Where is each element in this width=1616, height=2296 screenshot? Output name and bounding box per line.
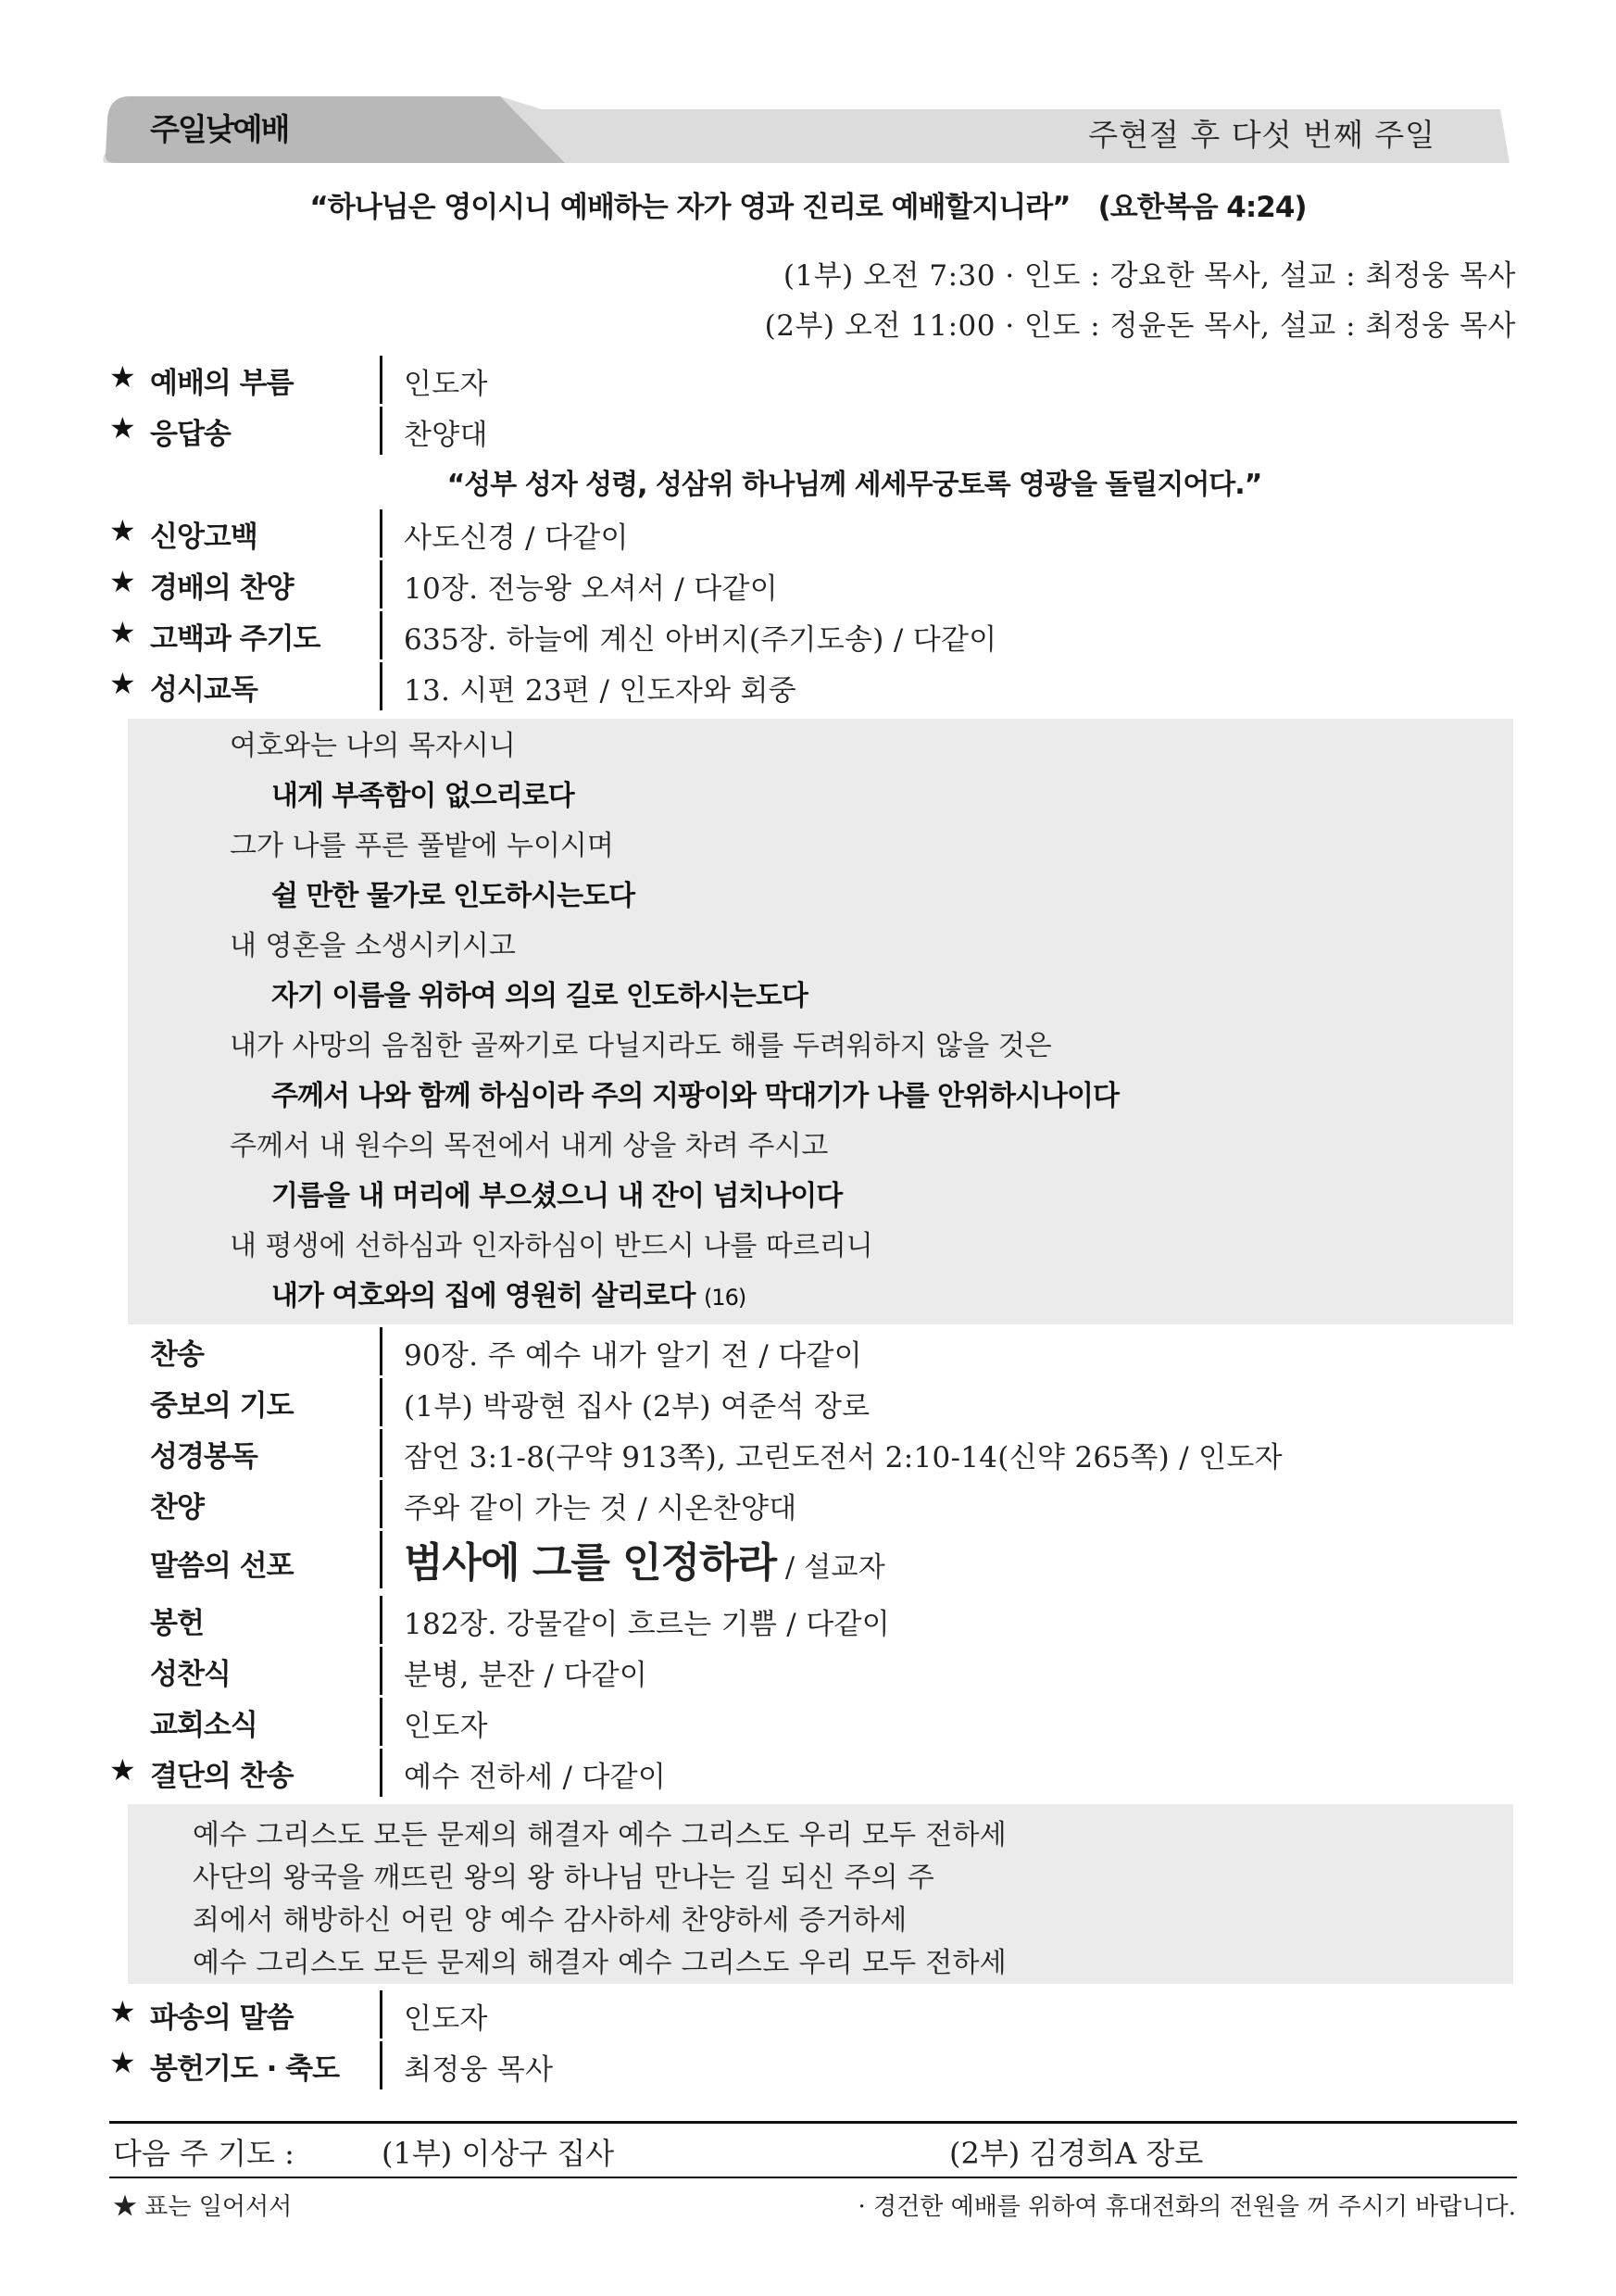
order-item-content: 10장. 전능왕 오셔서 / 다같이	[404, 572, 779, 606]
order-item	[109, 660, 1517, 710]
order-item-label: 중보의 기도	[150, 1389, 294, 1423]
reading-line-people: 기름을 내 머리에 부으셨으니 내 잔이 넘치나이다	[271, 1180, 843, 1212]
standing-note: ★ 표는 일어서서	[113, 2193, 293, 2221]
order-item-content: 예수 전하세 / 다같이	[404, 1761, 667, 1794]
order-item-label: 성경봉독	[150, 1440, 257, 1474]
order-item-content: 주와 같이 가는 것 / 시온찬양대	[404, 1492, 797, 1525]
order-item-label: 파송의 말씀	[150, 2001, 294, 2035]
order-item-content: 인도자	[404, 368, 488, 401]
next-week-prayer-first: (1부) 이상구 집사	[382, 2136, 615, 2171]
order-item-content: 사도신경 / 다같이	[404, 521, 629, 555]
reading-line-leader: 여호와는 나의 목자시니	[230, 730, 516, 762]
order-item	[109, 1696, 1517, 1746]
standing-star-icon: ★	[109, 2045, 136, 2080]
section-title: 주일낮예배	[150, 111, 289, 147]
hymn-line: 죄에서 해방하신 어린 양 예수 감사하세 찬양하세 증거하세	[193, 1904, 908, 1937]
reading-number: (16)	[703, 1285, 746, 1311]
reading-line-text: 내가 여호와의 집에 영원히 살리로다	[271, 1280, 695, 1312]
sermon-content	[404, 1529, 885, 1588]
order-item	[109, 1376, 1517, 1426]
reading-line-leader: 내 영혼을 소생시키시고	[230, 930, 516, 962]
divider	[380, 1647, 382, 1695]
order-item-content: 잠언 3:1-8(구약 913쪽), 고린도전서 2:10-14(신약 265쪽) / 인도자	[404, 1441, 1283, 1474]
order-item-label: 신앙고백	[150, 521, 257, 554]
liturgical-week: 주현절 후 다섯 번째 주일	[1088, 117, 1435, 153]
divider	[380, 407, 382, 455]
standing-star-icon: ★	[109, 1752, 136, 1788]
order-item-label: 고백과 주기도	[150, 622, 320, 656]
order-item-label: 성시교독	[150, 673, 257, 707]
divider	[380, 1327, 382, 1375]
sermon-title: 범사에 그를 인정하라	[404, 1539, 777, 1587]
divider	[380, 1698, 382, 1746]
reading-line-people: 자기 이름을 위하여 의의 길로 인도하시는도다	[271, 980, 808, 1012]
standing-star-icon: ★	[109, 564, 136, 599]
order-item	[109, 508, 1517, 558]
order-item	[109, 1645, 1517, 1695]
reading-line-people	[271, 1273, 745, 1313]
divider	[380, 1480, 382, 1528]
order-item	[109, 1594, 1517, 1644]
divider	[380, 560, 382, 609]
order-item-label: 교회소식	[150, 1709, 257, 1742]
service-time-second: (2부) 오전 11:00 · 인도 : 정윤돈 목사, 설교 : 최정웅 목사	[764, 309, 1516, 343]
standing-star-icon: ★	[109, 666, 136, 701]
divider	[380, 356, 382, 404]
order-item	[109, 609, 1517, 659]
standing-star-icon: ★	[109, 513, 136, 548]
order-item-content: 635장. 하늘에 계신 아버지(주기도송) / 다같이	[404, 623, 997, 657]
theme-verse-text: “하나님은 영이시니 예배하는 자가 영과 진리로 예배할지니라”	[309, 191, 1071, 224]
order-item-label: 봉헌기도 · 축도	[150, 2052, 340, 2086]
reading-line-people: 쉴 만한 물가로 인도하시는도다	[271, 880, 635, 912]
order-item	[109, 1989, 1517, 2039]
reading-line-people: 내게 부족함이 없으리로다	[271, 780, 574, 812]
standing-star-icon: ★	[109, 410, 136, 445]
standing-star-icon: ★	[109, 1994, 136, 2029]
reading-line-leader: 그가 나를 푸른 풀밭에 누이시며	[230, 830, 614, 862]
standing-star-icon: ★	[109, 359, 136, 395]
reading-line-leader: 내가 사망의 음침한 골짜기로 다닐지라도 해를 두려워하지 않을 것은	[230, 1030, 1052, 1062]
sermon-item	[109, 1529, 1517, 1588]
order-item-content: 인도자	[404, 1710, 488, 1743]
order-item-label: 응답송	[150, 418, 231, 451]
reading-line-leader: 내 평생에 선하심과 인자하심이 반드시 나를 따르리니	[230, 1230, 873, 1262]
order-item	[109, 2039, 1517, 2089]
divider	[380, 611, 382, 659]
hymn-line: 예수 그리스도 모든 문제의 해결자 예수 그리스도 우리 모두 전하세	[193, 1819, 1008, 1851]
order-item-content: 13. 시편 23편 / 인도자와 회중	[404, 674, 796, 708]
divider	[380, 1749, 382, 1797]
order-item	[109, 1747, 1517, 1797]
divider	[380, 1596, 382, 1644]
standing-star-icon: ★	[109, 615, 136, 650]
divider	[380, 509, 382, 558]
order-item-label: 찬송	[150, 1338, 204, 1372]
order-item	[109, 354, 1517, 404]
order-item	[109, 1325, 1517, 1375]
order-item-label: 말씀의 선포	[150, 1549, 294, 1583]
order-item-content: (1부) 박광현 집사 (2부) 여준석 장로	[404, 1390, 871, 1424]
theme-verse-reference: (요한복음 4:24)	[1097, 191, 1307, 224]
divider	[380, 1378, 382, 1426]
order-item	[109, 558, 1517, 609]
divider	[380, 2041, 382, 2089]
hymn-lyrics-panel	[128, 1804, 1513, 1984]
order-item-content: 최정웅 목사	[404, 2053, 554, 2087]
divider	[380, 1531, 382, 1588]
order-item-content: 90장. 주 예수 내가 알기 전 / 다같이	[404, 1339, 862, 1373]
order-item-label: 성찬식	[150, 1658, 231, 1691]
divider	[380, 1990, 382, 2039]
doxology: “성부 성자 성령, 성삼위 하나님께 세세무궁토록 영광을 돌릴지어다.”	[446, 469, 1262, 501]
footer-rule	[109, 2177, 1517, 2178]
next-week-prayer-second: (2부) 김경희A 장로	[949, 2136, 1204, 2171]
reading-line-leader: 주께서 내 원수의 목전에서 내게 상을 차려 주시고	[230, 1130, 829, 1162]
reading-line-people: 주께서 나와 함께 하심이라 주의 지팡이와 막대기가 나를 안위하시나이다	[271, 1080, 1119, 1112]
divider	[380, 1429, 382, 1477]
order-item-content: 인도자	[404, 2002, 488, 2036]
footer-rule	[109, 2121, 1517, 2124]
next-week-prayer-label: 다음 주 기도 :	[113, 2136, 294, 2171]
order-item-label: 경배의 찬양	[150, 571, 294, 605]
hymn-line: 예수 그리스도 모든 문제의 해결자 예수 그리스도 우리 모두 전하세	[193, 1947, 1008, 1979]
order-item-content: 찬양대	[404, 419, 488, 452]
order-item-label: 결단의 찬송	[150, 1760, 294, 1793]
service-time-first: (1부) 오전 7:30 · 인도 : 강요한 목사, 설교 : 최정웅 목사	[783, 259, 1516, 293]
order-item-label: 찬양	[150, 1491, 204, 1524]
order-item-content: 182장. 강물같이 흐르는 기쁨 / 다같이	[404, 1608, 890, 1641]
order-item-content: 분병, 분잔 / 다같이	[404, 1659, 648, 1692]
phone-notice: · 경건한 예배를 위하여 휴대전화의 전원을 꺼 주시기 바랍니다.	[858, 2193, 1516, 2221]
order-item	[109, 1478, 1517, 1528]
order-item-label: 예배의 부름	[150, 367, 294, 400]
hymn-line: 사단의 왕국을 깨뜨린 왕의 왕 하나님 만나는 길 되신 주의 주	[193, 1862, 935, 1894]
order-item	[109, 1427, 1517, 1477]
section-header	[102, 91, 1510, 165]
sermon-preacher: / 설교자	[776, 1551, 886, 1584]
order-item-label: 봉헌	[150, 1607, 204, 1640]
responsive-reading-panel	[128, 719, 1513, 1324]
divider	[380, 662, 382, 710]
order-item	[109, 405, 1517, 455]
theme-verse	[0, 183, 1616, 225]
